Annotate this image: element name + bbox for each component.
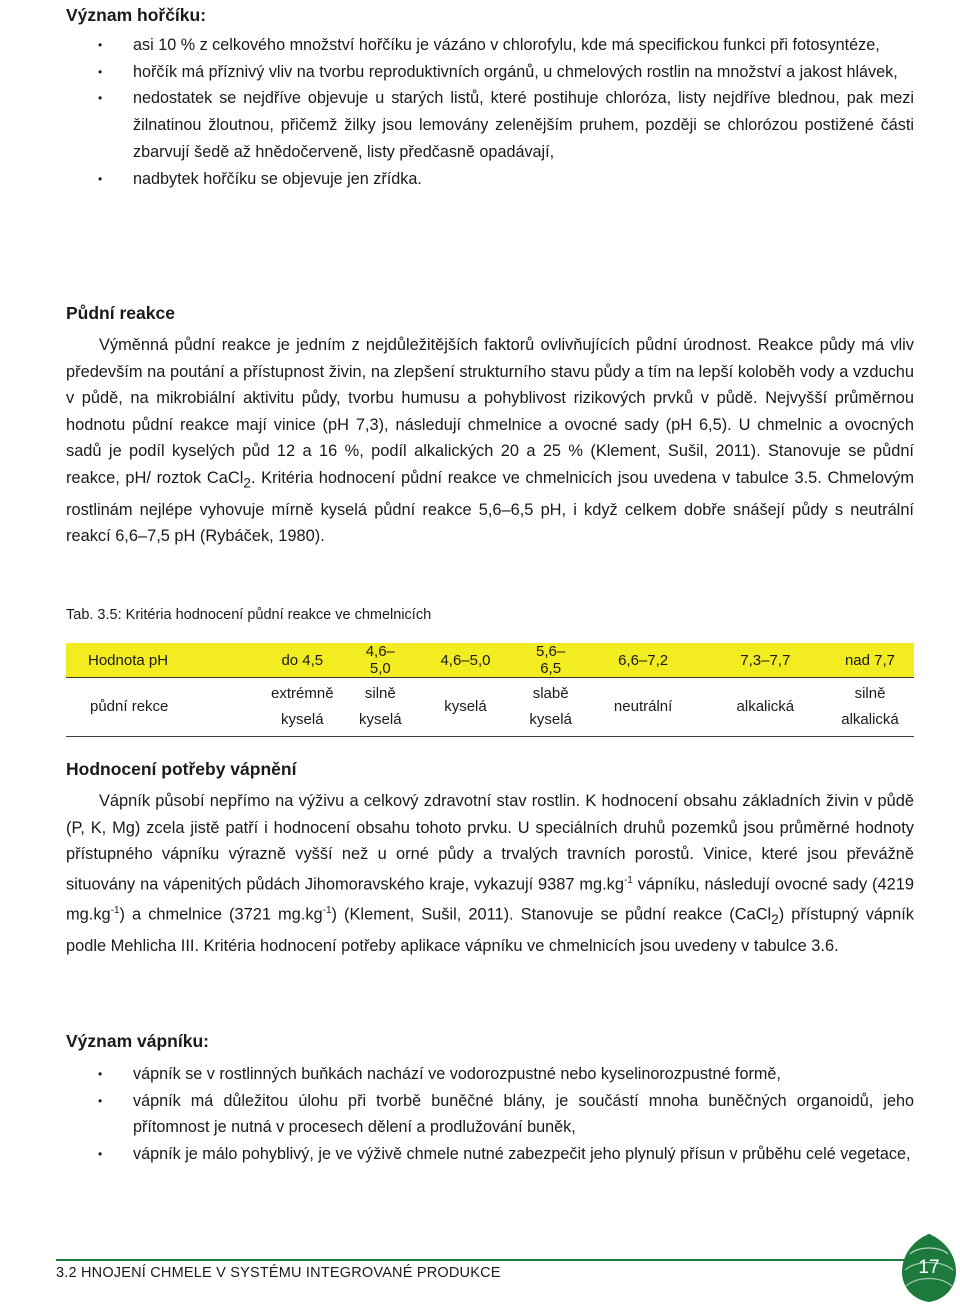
table-header-cell: Hodnota pH	[66, 643, 255, 678]
table-cell: kyselá	[411, 678, 519, 737]
list-item: • nedostatek se nejdříve objevuje u starých listů, které postihuje chloróza, listy nejdříve blednou, pak mezi žilnatinou žloutnou, přičemž žilky jsou lemovány zelenějším pruhem, později se chlorózou postižené části zbarvují šedě až hnědočerveně, listy předčasně opadávají,	[66, 85, 914, 165]
table-header-cell: do 4,5	[255, 643, 349, 678]
calcium-list	[66, 1061, 914, 1168]
heading-soil-reaction: Půdní reakce	[66, 303, 175, 323]
page-number: 17	[918, 1257, 940, 1278]
text-run: Výměnná půdní reakce je jedním z nejdůležitějších faktorů ovlivňujících půdní úrodnost. Reakce půdy má vliv především na poutání a přístupnost živin, na zlepšení strukturního stavu půdy a tím na lepší koloběh vody a vzduchu v půdě, na mikrobiální aktivitu půdy, tvorbu humusu a pohyblivost rizikových prvků v půdě. Nejvyšší průměrnou hodnotu půdní reakce mají vinice (pH 7,3), následují chmelnice a ovocné sady (pH 6,5). U chmelnic a ovocných sadů je podíl kyselých půd 12 a 16 %, podíl alkalických 20 a 25 % (Klement, Sušil, 2011). Stanovuje se půdní reakce, pH/ roztok CaCl	[66, 336, 914, 487]
superscript: -1	[623, 874, 633, 886]
superscript: -1	[110, 904, 120, 916]
table-header-cell: 4,6–5,0	[411, 643, 519, 678]
table-cell: alkalická	[705, 678, 826, 737]
table-header-cell: 7,3–7,7	[705, 643, 826, 678]
table-header-cell: nad 7,7	[826, 643, 914, 678]
heading-calcium: Význam vápníku:	[66, 1031, 209, 1051]
subscript: 2	[243, 475, 251, 491]
footer-chapter-title: 3.2 HNOJENÍ CHMELE V SYSTÉMU INTEGROVANÉ PRODUKCE	[56, 1265, 501, 1281]
table-header-cell: 5,6–6,5	[520, 643, 582, 678]
table-header-row	[66, 643, 914, 678]
text-run: vápníku, následují ovocné sady (4219 mg.kg	[66, 875, 914, 924]
text-run: . Kritéria hodnocení půdní reakce ve chmelnicích jsou uvedena v tabulce 3.5. Chmelovým rostlinám nejlépe vyhovuje mírně kyselá půdní reakce 5,6–6,5 pH, i když celkem dobře snášejí půdy s neutrální reakcí 6,6–7,5 pH (Rybáček, 1980).	[66, 468, 914, 546]
page-number-badge	[896, 1232, 960, 1304]
table-cell: silně kyselá	[349, 678, 411, 737]
paragraph-soil-reaction	[66, 332, 914, 550]
table-cell: slabě kyselá	[520, 678, 582, 737]
table-caption: Tab. 3.5: Kritéria hodnocení půdní reakce ve chmelnicích	[66, 607, 432, 623]
text-run: ) přístupný vápník podle Mehlicha III. Kritéria hodnocení potřeby aplikace vápníku ve chmelnicích jsou uvedeny v tabulce 3.6.	[66, 905, 915, 956]
table-cell: extrémně kyselá	[255, 678, 349, 737]
list-item: • nadbytek hořčíku se objevuje jen zřídka.	[66, 166, 914, 193]
text-run: ) a chmelnice (3721 mg.kg	[119, 905, 323, 924]
page-footer	[56, 1259, 906, 1281]
magnesium-list	[66, 32, 914, 192]
list-item: • asi 10 % z celkového množství hořčíku je vázáno v chlorofylu, kde má specifickou funkci při fotosyntéze,	[66, 32, 914, 59]
list-item: • vápník je málo pohyblivý, je ve výživě chmele nutné zabezpečit jeho plynulý přísun v průběhu celé vegetace,	[66, 1141, 914, 1168]
paragraph-liming	[66, 788, 914, 960]
table-cell: silně alkalická	[826, 678, 914, 737]
text-run: Vápník působí nepřímo na výživu a celkový zdravotní stav rostlin. K hodnocení obsahu základních živin v půdě (P, K, Mg) zcela jistě patří i hodnocení obsahu tohoto prvku. U speciálních druhů pozemků jsou průměrné hodnoty přístupného vápníku výrazně vyšší než u orné půdy a trvalých travních porostů. Vinice, které jsou převážně situovány na vápenitých půdách Jihomoravského kraje, vykazují 9387 mg.kg	[66, 792, 914, 894]
list-item: • vápník se v rostlinných buňkách nachází ve vodorozpustné nebo kyselinorozpustné formě,	[66, 1061, 914, 1088]
list-item: • vápník má důležitou úlohu při tvorbě buněčné blány, je součástí mnoha buněčných organoidů, jeho přítomnost je nutná v procesech dělení a prodlužování buněk,	[66, 1088, 914, 1141]
table-row	[66, 678, 914, 737]
subscript: 2	[771, 911, 779, 927]
heading-liming: Hodnocení potřeby vápnění	[66, 759, 297, 779]
table-ph-criteria	[66, 643, 914, 737]
table-header-cell: 4,6–5,0	[349, 643, 411, 678]
table-row-label: půdní rekce	[66, 678, 255, 737]
list-item: • hořčík má příznivý vliv na tvorbu reproduktivních orgánů, u chmelových rostlin na množství a jakost hlávek,	[66, 59, 914, 86]
table-header-cell: 6,6–7,2	[582, 643, 705, 678]
superscript: -1	[322, 904, 332, 916]
table-cell: neutrální	[582, 678, 705, 737]
heading-magnesium: Význam hořčíku:	[66, 5, 207, 25]
text-run: ) (Klement, Sušil, 2011). Stanovuje se půdní reakce (CaCl	[331, 905, 772, 924]
